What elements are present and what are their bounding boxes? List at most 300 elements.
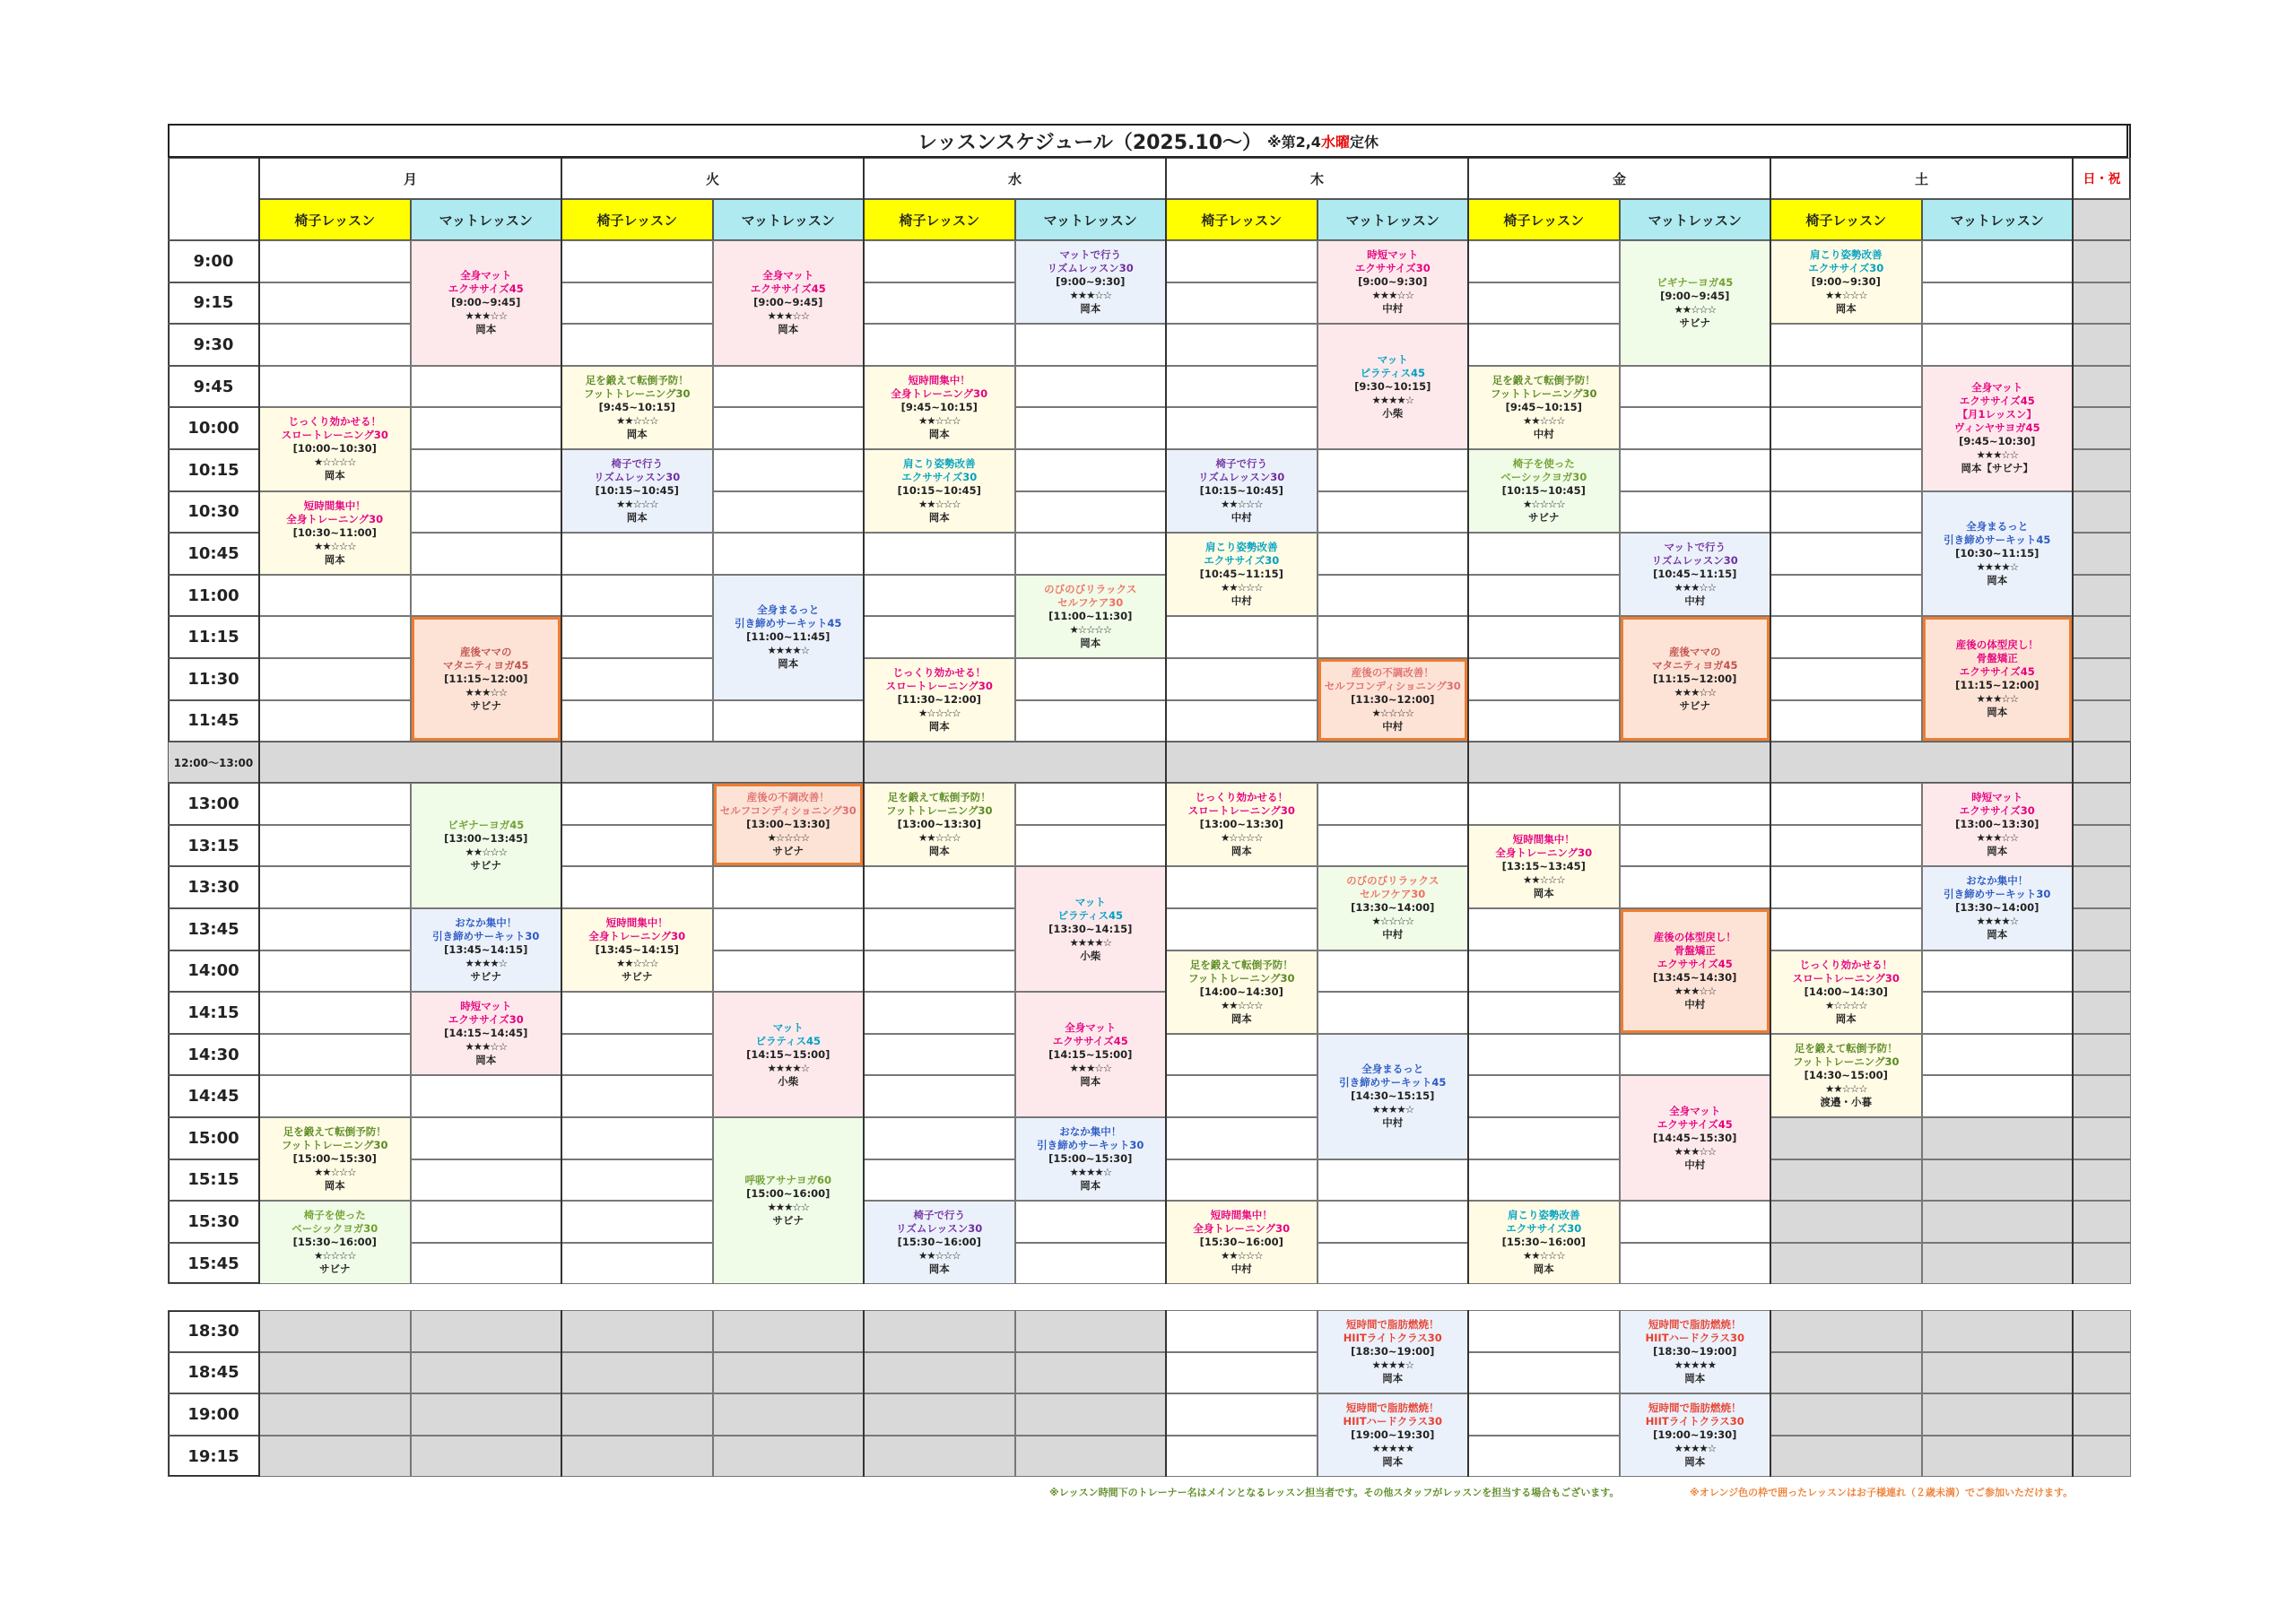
lesson-time: [14:30~15:15]: [1351, 1089, 1435, 1103]
lesson-title-line: フットトレーニング30: [1491, 386, 1597, 400]
slot-cell: [864, 992, 1015, 1034]
lesson-time: [9:00~9:45]: [1660, 289, 1730, 302]
slot-cell: [561, 1034, 713, 1076]
slot-cell: [713, 1436, 865, 1478]
lesson-trainer: 中村: [1382, 720, 1404, 733]
lesson-type-header-mat-0: マットレッスン: [411, 199, 562, 240]
lesson-stars: ★★☆☆☆: [1522, 872, 1565, 886]
lesson-title-line: 引き締めサーキット30: [1037, 1139, 1144, 1152]
lesson-block: [1469, 450, 1619, 532]
break-row: [259, 742, 2131, 783]
slot-cell: [411, 1243, 562, 1285]
time-label: 9:15: [168, 282, 259, 325]
holiday-closed-cell: [2073, 1159, 2131, 1202]
lesson-title-line: HIITライトクラス30: [1645, 1415, 1744, 1428]
lesson-block: [865, 784, 1014, 865]
lesson-title-line: 引き締めサーキット45: [1944, 533, 2051, 546]
slot-cell: [1922, 324, 2074, 366]
lesson-stars: ★★★☆☆: [1674, 984, 1717, 997]
holiday-closed-cell: [2073, 449, 2131, 491]
lesson-stars: ★★☆☆☆: [1220, 998, 1263, 1011]
lesson-trainer: 岡本: [778, 323, 799, 336]
lesson-block: [714, 241, 864, 365]
lesson-type-header-chair-1: 椅子レッスン: [561, 199, 713, 240]
lesson-block: [1923, 492, 2073, 616]
lesson-trainer: サビナ: [1528, 511, 1560, 525]
lesson-stars: ★★★★☆: [1069, 1166, 1112, 1179]
lesson-block: [1621, 534, 1770, 615]
lesson-time: [13:30~14:00]: [1955, 901, 2039, 915]
lesson-block: [1621, 1076, 1770, 1200]
lesson-time: [14:15~15:00]: [746, 1047, 831, 1061]
lesson-trainer: 岡本: [324, 1179, 345, 1193]
lesson-title-line: HIITハードクラス30: [1343, 1415, 1442, 1428]
lesson-trainer: 岡本: [1080, 1074, 1101, 1088]
slot-cell: [864, 1352, 1015, 1394]
lesson-block: [260, 408, 410, 490]
lesson-title-line: マタニティヨガ45: [442, 658, 529, 672]
lesson-title-line: 短時間で脂肪燃焼！: [1346, 1318, 1439, 1332]
slot-cell: [1468, 1393, 1620, 1436]
slot-cell: [1922, 1393, 2074, 1436]
lesson-title-line: 短時間集中！: [303, 499, 366, 512]
lesson-time: [15:30~16:00]: [1501, 1236, 1586, 1249]
slot-cell: [1770, 1159, 1922, 1202]
lesson-trainer: 岡本【サビナ】: [1961, 462, 2033, 475]
lesson-title-line: セルフコンディショニング30: [719, 804, 857, 818]
lesson-time: [11:30~12:00]: [1351, 693, 1435, 707]
schedule-title: レッスンスケジュール（2025.10〜）: [918, 131, 1263, 154]
lesson-title-line: セルフケア30: [1057, 595, 1124, 609]
lesson-block: [714, 993, 864, 1116]
lesson-time: [18:30~19:00]: [1653, 1345, 1737, 1358]
holiday-closed-cell: [2073, 866, 2131, 908]
lesson-block: [1318, 1311, 1468, 1393]
lesson-title-line: 【月1レッスン】: [1957, 408, 2037, 421]
time-label: 15:45: [168, 1243, 259, 1285]
lesson-trainer: 岡本: [1684, 1372, 1706, 1385]
slot-cell: [259, 324, 411, 366]
slot-cell: [864, 1117, 1015, 1159]
slot-cell: [1318, 616, 1469, 658]
lesson-trainer: 岡本: [928, 845, 950, 858]
slot-cell: [1922, 1243, 2074, 1285]
lesson-block: [1771, 1035, 1921, 1116]
lesson-title-line: フットトレーニング30: [1188, 971, 1295, 985]
slot-cell: [561, 783, 713, 825]
slot-cell: [1166, 1393, 1318, 1436]
slot-cell: [864, 616, 1015, 658]
day-header-corner: [168, 158, 259, 240]
lesson-title-line: リズムレッスン30: [1651, 554, 1738, 568]
slot-cell: [561, 282, 713, 325]
time-label: 14:00: [168, 950, 259, 993]
day-header-0: 月: [259, 158, 561, 199]
time-label: 10:00: [168, 407, 259, 449]
lesson-stars: ★★☆☆☆: [1522, 1249, 1565, 1263]
slot-cell: [259, 950, 411, 993]
lesson-block: [260, 492, 410, 574]
lesson-title-line: 呼吸アサナヨガ60: [744, 1174, 831, 1187]
slot-cell: [411, 1201, 562, 1243]
slot-cell: [1015, 1393, 1167, 1436]
lesson-stars: ★★☆☆☆: [1674, 302, 1717, 316]
lesson-type-header-chair-5: 椅子レッスン: [1770, 199, 1922, 240]
lesson-title-line: 短時間で脂肪燃焼！: [1648, 1318, 1742, 1332]
lesson-trainer: 岡本: [1382, 1372, 1404, 1385]
slot-cell: [1468, 324, 1620, 366]
slot-cell: [1166, 1075, 1318, 1117]
slot-cell: [561, 240, 713, 282]
slot-cell: [1318, 533, 1469, 575]
lesson-stars: ★★★★☆: [767, 644, 810, 657]
lesson-title-line: エクササイズ30: [1808, 262, 1884, 275]
slot-cell: [561, 1075, 713, 1117]
slot-cell: [1770, 866, 1922, 908]
lesson-time: [9:45~10:15]: [598, 400, 675, 413]
slot-cell: [1770, 1310, 1922, 1352]
slot-cell: [1770, 1243, 1922, 1285]
lesson-trainer: 渡邉・小暮: [1820, 1095, 1872, 1108]
lesson-stars: ★★★★★: [1674, 1358, 1717, 1372]
lesson-type-header-mat-3: マットレッスン: [1318, 199, 1469, 240]
lesson-time: [11:00~11:30]: [1048, 609, 1133, 622]
slot-cell: [1468, 908, 1620, 950]
lesson-trainer: 岡本: [1835, 302, 1857, 316]
lesson-title-line: 産後ママの: [460, 645, 512, 658]
holiday-closed-cell: [2073, 1310, 2131, 1352]
lesson-stars: ★★☆☆☆: [313, 1166, 356, 1179]
lesson-stars: ★★★★☆: [1371, 1103, 1414, 1116]
slot-cell: [1015, 1201, 1167, 1243]
lesson-trainer: 小柴: [1382, 406, 1404, 420]
slot-cell: [1166, 324, 1318, 366]
lesson-title-line: 足を鍛えて転倒予防！: [887, 791, 991, 804]
lesson-time: [9:00~9:45]: [753, 296, 823, 309]
slot-cell: [713, 908, 865, 950]
lesson-block: [1167, 534, 1317, 615]
holiday-closed-cell: [2073, 575, 2131, 617]
slot-cell: [1620, 449, 1771, 491]
lesson-stars: ★☆☆☆☆: [1069, 622, 1112, 636]
lesson-stars: ★★☆☆☆: [918, 498, 961, 511]
lesson-stars: ★★☆☆☆: [465, 846, 508, 859]
lesson-trainer: 岡本: [626, 427, 648, 440]
slot-cell: [1770, 616, 1922, 658]
slot-cell: [713, 1310, 865, 1352]
slot-cell: [1468, 658, 1620, 700]
lesson-title-line: マット: [1377, 352, 1408, 366]
lesson-title-line: 産後の不調改善！: [746, 791, 830, 804]
lesson-time: [10:15~10:45]: [1501, 484, 1586, 498]
lesson-stars: ★★★★☆: [767, 1061, 810, 1074]
slot-cell: [411, 1159, 562, 1202]
slot-cell: [411, 1352, 562, 1394]
lesson-time: [10:45~11:15]: [1653, 568, 1737, 581]
slot-cell: [1922, 1201, 2074, 1243]
lesson-title-line: 肩こり姿勢改善: [1508, 1209, 1580, 1222]
lesson-title-line: マタニティヨガ45: [1651, 658, 1738, 672]
slot-cell: [1166, 366, 1318, 408]
slot-cell: [1922, 1352, 2074, 1394]
slot-cell: [1468, 1117, 1620, 1159]
lesson-trainer: 岡本: [1080, 302, 1101, 316]
lesson-trainer: 中村: [1684, 997, 1706, 1011]
slot-cell: [1922, 1034, 2074, 1076]
lesson-time: [14:45~15:30]: [1653, 1131, 1737, 1144]
holiday-closed-cell: [2073, 324, 2131, 366]
lesson-stars: ★★★☆☆: [1976, 831, 2019, 845]
lesson-block: [1318, 1394, 1468, 1476]
slot-cell: [1015, 658, 1167, 700]
lesson-block: [1318, 241, 1468, 323]
day-separator: [258, 1310, 260, 1477]
day-separator: [1467, 158, 1469, 1284]
slot-cell: [411, 575, 562, 617]
lesson-title-line: ビギナーヨガ45: [448, 819, 525, 832]
lesson-block: [412, 909, 561, 991]
lesson-title-line: エクササイズ45: [1959, 665, 2035, 679]
slot-cell: [1318, 950, 1469, 993]
slot-cell: [1015, 491, 1167, 534]
lesson-time: [14:00~14:30]: [1804, 985, 1888, 998]
lesson-trainer: サビナ: [319, 1263, 351, 1276]
slot-cell: [1468, 1159, 1620, 1202]
slot-cell: [411, 533, 562, 575]
lesson-block: [1469, 826, 1619, 907]
lesson-block: [1016, 241, 1166, 323]
slot-cell: [1468, 282, 1620, 325]
slot-cell: [1922, 240, 2074, 282]
holiday-closed-cell: [2073, 1393, 2131, 1436]
lesson-time: [13:00~13:45]: [444, 832, 528, 846]
lesson-title-line: 足を鍛えて転倒予防！: [1794, 1041, 1898, 1055]
lesson-trainer: 岡本: [1835, 1011, 1857, 1025]
lesson-title-line: 短時間で脂肪燃焼！: [1648, 1402, 1742, 1415]
lesson-title-line: エクササイズ30: [448, 1013, 524, 1027]
slot-cell: [1166, 282, 1318, 325]
holiday-closed-cell: [2073, 908, 2131, 950]
slot-cell: [864, 1310, 1015, 1352]
lesson-time: [11:15~12:00]: [444, 672, 528, 685]
lesson-stars: ★☆☆☆☆: [767, 831, 810, 845]
lesson-stars: ★★★★★: [1371, 1442, 1414, 1455]
slot-cell: [1922, 282, 2074, 325]
lesson-block: [1923, 784, 2073, 865]
lesson-title-line: のびのびリラックス: [1044, 582, 1137, 595]
slot-cell: [561, 533, 713, 575]
lesson-trainer: 中村: [1231, 1263, 1252, 1276]
holiday-note-prefix: ※第2,4: [1267, 133, 1321, 151]
slot-cell: [1166, 908, 1318, 950]
time-label: 18:30: [168, 1310, 259, 1352]
lesson-trainer: 岡本: [1987, 845, 2008, 858]
lesson-title-line: 椅子で行う: [611, 457, 663, 471]
slot-cell: [259, 240, 411, 282]
lesson-title-line: リズムレッスン30: [594, 471, 681, 484]
slot-cell: [561, 616, 713, 658]
day-separator: [1165, 158, 1167, 1284]
lesson-title-line: 短時間集中！: [1210, 1209, 1273, 1222]
slot-cell: [1166, 1159, 1318, 1202]
lesson-block: [1318, 867, 1468, 949]
slot-cell: [1318, 1201, 1469, 1243]
lesson-stars: ★★☆☆☆: [1522, 413, 1565, 427]
slot-cell: [259, 783, 411, 825]
slot-cell: [713, 533, 865, 575]
lesson-stars: ★★★☆☆: [1674, 1144, 1717, 1158]
slot-cell: [1015, 1310, 1167, 1352]
lesson-title-line: 産後ママの: [1669, 645, 1721, 658]
lesson-title-line: マットで行う: [1059, 248, 1122, 262]
slot-cell: [561, 866, 713, 908]
lesson-time: [10:15~10:45]: [897, 484, 981, 498]
day-separator: [863, 1310, 865, 1477]
lesson-title-line: マット: [772, 1020, 804, 1034]
slot-cell: [411, 449, 562, 491]
lesson-trainer: 岡本: [1987, 573, 2008, 586]
holiday-closed-cell: [2073, 1436, 2131, 1478]
holiday-closed-cell: [2073, 1117, 2131, 1159]
lesson-trainer: サビナ: [470, 699, 501, 712]
lesson-trainer: 岡本: [928, 427, 950, 440]
slot-cell: [259, 1034, 411, 1076]
slot-cell: [1318, 449, 1469, 491]
lesson-stars: ★★★☆☆: [767, 309, 810, 323]
slot-cell: [1770, 700, 1922, 742]
lesson-title-line: スロートレーニング30: [281, 429, 388, 442]
lesson-title-line: 骨盤矯正: [1976, 652, 2018, 665]
lesson-block: [412, 784, 561, 907]
lesson-type-header-mat-1: マットレッスン: [713, 199, 865, 240]
lesson-trainer: サビナ: [1679, 699, 1710, 712]
slot-cell: [259, 616, 411, 658]
lesson-stars: ★★★★☆: [1976, 915, 2019, 928]
day-header-2: 水: [864, 158, 1166, 199]
lesson-trainer: 中村: [1382, 302, 1404, 316]
lesson-title-line: 時短マット: [1367, 248, 1419, 262]
lesson-title-line: 産後の不調改善！: [1351, 666, 1434, 680]
time-label: 13:30: [168, 866, 259, 908]
lesson-block: [1923, 867, 2073, 949]
lesson-title-line: エクササイズ45: [1657, 1117, 1733, 1131]
lesson-trainer: サビナ: [470, 970, 501, 984]
lesson-block: [1318, 325, 1468, 448]
lesson-time: [14:15~14:45]: [444, 1027, 528, 1040]
lesson-type-header-mat-5: マットレッスン: [1922, 199, 2074, 240]
slot-cell: [1770, 908, 1922, 950]
lesson-block: [1016, 867, 1166, 991]
lesson-time: [13:30~14:15]: [1048, 922, 1133, 935]
lesson-trainer: 中村: [1231, 511, 1252, 525]
slot-cell: [259, 1393, 411, 1436]
lesson-block: [1167, 1202, 1317, 1283]
lesson-type-header-mat-2: マットレッスン: [1015, 199, 1167, 240]
lesson-title-line: 全身まるっと: [757, 603, 820, 617]
slot-cell: [411, 1436, 562, 1478]
lesson-trainer: 岡本: [475, 1054, 497, 1067]
lesson-time: [15:00~15:30]: [1048, 1152, 1133, 1166]
lesson-type-header-chair-4: 椅子レッスン: [1468, 199, 1620, 240]
lesson-title-line: ビギナーヨガ45: [1657, 275, 1734, 289]
slot-cell: [1166, 1310, 1318, 1352]
lesson-title-line: 全身マット: [762, 269, 814, 282]
slot-cell: [411, 1393, 562, 1436]
lesson-time: [10:30~11:15]: [1955, 546, 2039, 560]
lesson-title-line: ピラティス45: [755, 1034, 822, 1047]
lesson-block: [1469, 367, 1619, 448]
lesson-title-line: リズムレッスン30: [1198, 471, 1285, 484]
lesson-stars: ★★★☆☆: [767, 1201, 810, 1214]
lesson-stars: ★★☆☆☆: [918, 831, 961, 845]
lesson-title-line: 引き締めサーキット30: [1944, 888, 2051, 901]
slot-cell: [1620, 1243, 1771, 1285]
lesson-block: [865, 1202, 1014, 1283]
slot-cell: [1318, 825, 1469, 867]
lesson-stars: ★★★☆☆: [465, 1040, 508, 1054]
lesson-time: [9:45~10:15]: [1505, 400, 1582, 413]
day-separator: [2072, 1310, 2074, 1477]
day-header-4: 金: [1468, 158, 1770, 199]
lesson-title-line: 全身トレーニング30: [588, 930, 686, 943]
day-header-1: 火: [561, 158, 864, 199]
slot-cell: [713, 1352, 865, 1394]
lesson-title-line: おなか集中！: [455, 916, 517, 930]
lesson-block: [714, 576, 864, 699]
lesson-time: [13:00~13:30]: [1955, 818, 2039, 831]
slot-cell: [1166, 700, 1318, 742]
lesson-stars: ★☆☆☆☆: [1220, 831, 1263, 845]
lesson-trainer: サビナ: [772, 1214, 804, 1228]
slot-cell: [1770, 449, 1922, 491]
lesson-stars: ★★☆☆☆: [615, 498, 658, 511]
lesson-trainer: 中村: [1382, 1116, 1404, 1130]
holiday-closed-cell: [2073, 992, 2131, 1034]
slot-cell: [1922, 1117, 2074, 1159]
lesson-trainer: 岡本: [324, 552, 345, 566]
lesson-title-line: スロートレーニング30: [885, 680, 993, 693]
slot-cell: [1166, 866, 1318, 908]
time-label: 19:00: [168, 1393, 259, 1436]
slot-cell: [1770, 658, 1922, 700]
slot-cell: [1468, 616, 1620, 658]
lesson-stars: ★★★★☆: [1069, 935, 1112, 949]
time-label: 15:30: [168, 1201, 259, 1243]
lesson-title-line: 引き締めサーキット30: [432, 930, 540, 943]
time-label: 18:45: [168, 1352, 259, 1394]
slot-cell: [713, 407, 865, 449]
slot-cell: [1468, 1034, 1620, 1076]
lesson-stars: ★★☆☆☆: [615, 957, 658, 970]
lesson-trainer: 岡本: [475, 323, 497, 336]
lesson-time: [9:00~9:45]: [451, 296, 521, 309]
day-header-5: 土: [1770, 158, 2073, 199]
slot-cell: [864, 533, 1015, 575]
day-header-3: 木: [1166, 158, 1468, 199]
holiday-closed-cell: [2073, 1034, 2131, 1076]
lesson-title-line: 全身まるっと: [1361, 1063, 1424, 1076]
holiday-type-header: [2073, 199, 2131, 240]
slot-cell: [411, 1310, 562, 1352]
lesson-time: [11:30~12:00]: [897, 693, 981, 707]
slot-cell: [1468, 1075, 1620, 1117]
lesson-stars: ★★☆☆☆: [918, 413, 961, 427]
slot-cell: [1922, 1436, 2074, 1478]
slot-cell: [864, 575, 1015, 617]
lesson-stars: ★★★★☆: [1976, 560, 2019, 573]
lesson-trainer: 岡本: [928, 1263, 950, 1276]
slot-cell: [1166, 1117, 1318, 1159]
